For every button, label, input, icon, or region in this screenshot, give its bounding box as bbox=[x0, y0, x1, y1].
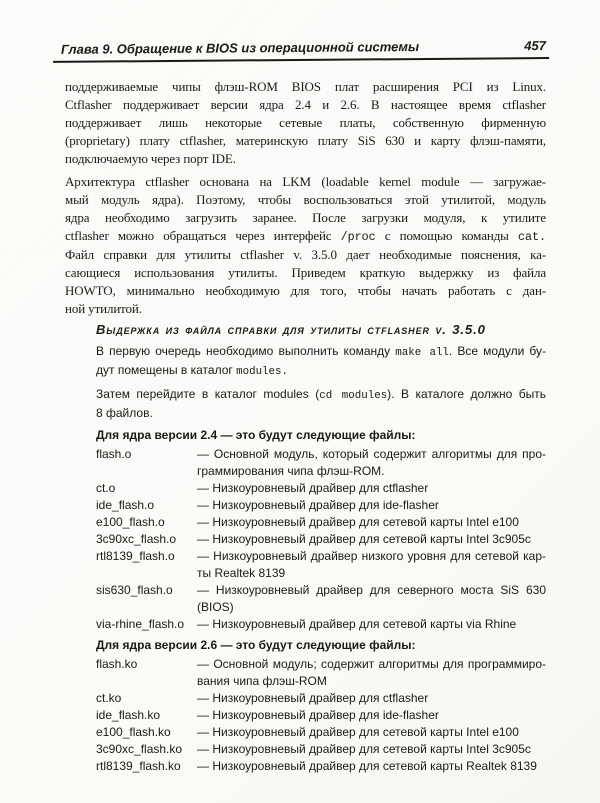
file-description bbox=[197, 480, 546, 497]
text-line: — Низкоуровневый драйвер для ide-flasher bbox=[197, 498, 439, 512]
inline-code: cd modules bbox=[319, 390, 388, 402]
file-description bbox=[197, 724, 546, 741]
file-name: ct.o bbox=[96, 481, 116, 495]
file-description bbox=[197, 514, 546, 531]
text-line: — Низкоуровневый драйвер для сетевой карты Intel 3c905c bbox=[197, 532, 531, 546]
inline-code: /proc bbox=[340, 230, 376, 244]
file-name: ct.ko bbox=[96, 691, 122, 705]
file-name: 3c90xc_flash.o bbox=[96, 532, 177, 546]
kernel-section-title: Для ядра версии 2.6 — это будут следующие файлы: bbox=[96, 638, 416, 652]
excerpt-heading: Выдержка из файла справки для утилиты ctflasher v. 3.5.0 bbox=[96, 322, 486, 337]
text-segment: дут помещены в каталог bbox=[96, 363, 237, 377]
file-description bbox=[197, 446, 546, 480]
text-line: ной утилитой. bbox=[65, 301, 142, 316]
text-line: — Основной модуль, который содержит алгоритмы для про- bbox=[197, 447, 546, 461]
text-line: — Низкоуровневый драйвер для сетевой карты Intel e100 bbox=[197, 515, 519, 529]
paragraph bbox=[96, 386, 546, 422]
file-row bbox=[96, 514, 546, 531]
text-line: — Основной модуль; содержит алгоритмы для программиро- bbox=[197, 657, 546, 671]
paragraph bbox=[96, 343, 546, 381]
text-line: Файл справки для утилиты ctflasher v. 3.5.0 дает необходимые пояснения, ка- bbox=[65, 247, 546, 262]
file-description bbox=[197, 497, 546, 514]
file-name: flash.o bbox=[96, 447, 132, 461]
text-line: Архитектура ctflasher основана на LKM (loadable kernel module — загружае- bbox=[65, 174, 546, 189]
text-line: — Низкоуровневый драйвер для сетевой карты Intel 3c905c bbox=[197, 742, 531, 756]
file-name: flash.ko bbox=[96, 657, 138, 671]
intro-paragraphs bbox=[65, 78, 546, 318]
file-row bbox=[96, 531, 546, 548]
file-row bbox=[96, 616, 546, 633]
text-line: ты Realtek 8139 bbox=[197, 566, 286, 580]
file-name: 3c90xc_flash.ko bbox=[96, 742, 183, 756]
file-row bbox=[96, 548, 546, 582]
text-line bbox=[96, 362, 546, 381]
file-description bbox=[197, 531, 546, 548]
inline-code: modules. bbox=[236, 366, 288, 378]
file-description bbox=[197, 707, 546, 724]
file-name: ide_flash.o bbox=[96, 498, 155, 512]
text-line: 8 файлов. bbox=[96, 406, 153, 420]
file-row bbox=[96, 582, 546, 616]
text-line: поддерживаемые чипы флэш-ROM BIOS плат расширения PCI из Linux. bbox=[65, 79, 546, 94]
kernel-section-title: Для ядра версии 2.4 — это будут следующие файлы: bbox=[96, 428, 416, 442]
text-line bbox=[96, 343, 546, 362]
text-line: поддерживает лишь некоторые сетевые платы, собственную фирменную bbox=[65, 115, 546, 130]
inline-code: make all bbox=[395, 347, 449, 359]
file-row bbox=[96, 446, 546, 480]
text-line bbox=[65, 227, 546, 246]
inline-code: cat. bbox=[517, 230, 547, 244]
text-segment: ). В каталоге должно быть bbox=[387, 387, 546, 401]
paragraph bbox=[65, 173, 546, 318]
file-row bbox=[96, 707, 546, 724]
text-line: — Низкоуровневый драйвер для северного моста SiS 630 bbox=[197, 583, 546, 597]
text-line: граммирования чипа флэш-ROM. bbox=[197, 464, 385, 478]
file-row bbox=[96, 741, 546, 758]
text-line: (BIOS) bbox=[197, 600, 234, 614]
file-name: rtl8139_flash.ko bbox=[96, 759, 181, 773]
text-line: — Низкоуровневый драйвер для сетевой карты Intel e100 bbox=[197, 725, 519, 739]
file-row bbox=[96, 656, 546, 690]
text-segment: Затем перейдите в каталог modules ( bbox=[96, 387, 320, 401]
text-segment: В первую очередь необходимо выполнить команду bbox=[96, 344, 396, 358]
file-name: rtl8139_flash.o bbox=[96, 549, 175, 563]
text-line: — Низкоуровневый драйвер для ide-flasher bbox=[197, 708, 439, 722]
text-line: сающиеся использования утилиты. Приведем краткую выдержку из файла bbox=[65, 265, 546, 280]
text-line: HOWTO, минимально необходимую для того, чтобы начать работать с дан- bbox=[65, 283, 546, 298]
text-line: Ctflasher поддерживает версии ядра 2.4 и 2.6. В настоящее время ctflasher bbox=[65, 97, 546, 112]
file-row bbox=[96, 480, 546, 497]
text-line: — Низкоуровневый драйвер для ctflasher bbox=[197, 691, 429, 705]
file-name: ide_flash.ko bbox=[96, 708, 161, 722]
howto-excerpt bbox=[96, 323, 546, 775]
file-name: sis630_flash.o bbox=[96, 583, 173, 597]
file-description bbox=[197, 690, 546, 707]
text-line: — Низкоуровневый драйвер для ctflasher bbox=[197, 481, 429, 495]
file-row bbox=[96, 724, 546, 741]
file-row bbox=[96, 497, 546, 514]
file-name: e100_flash.o bbox=[96, 515, 165, 529]
file-description bbox=[197, 741, 546, 758]
text-segment: ctflasher можно обращаться через интерфейс bbox=[65, 228, 341, 243]
text-line bbox=[96, 386, 546, 405]
excerpt-paragraphs bbox=[96, 343, 546, 422]
text-segment: . Все модули бу- bbox=[448, 344, 546, 358]
page-number: 457 bbox=[524, 38, 547, 54]
text-line: — Низкоуровневый драйвер для сетевой карты Realtek 8139 bbox=[197, 759, 537, 773]
file-row bbox=[96, 690, 546, 707]
text-line: — Низкоуровневый драйвер для сетевой карты via Rhine bbox=[197, 617, 517, 631]
text-line: ядра необходимо загрузить заранее. После загрузки модуля, к утилите bbox=[65, 210, 546, 225]
file-description bbox=[197, 582, 546, 616]
paragraph bbox=[65, 78, 546, 168]
text-line: (proprietary) плату ctflasher, материнскую плату SiS 630 и карту флэш-памяти, bbox=[65, 133, 546, 148]
file-description bbox=[197, 616, 546, 633]
file-description bbox=[197, 656, 546, 690]
running-head bbox=[53, 39, 549, 63]
text-segment: с помощью команды bbox=[375, 228, 518, 243]
text-line: вания чипа флэш-ROM bbox=[197, 674, 327, 688]
file-description bbox=[197, 548, 546, 582]
chapter-title: Глава 9. Обращение к BIOS из операционной системы bbox=[60, 39, 420, 57]
text-line: мый модуль ядра). Поэтому, чтобы воспользоваться этой утилитой, модуль bbox=[65, 192, 546, 207]
file-name: via-rhine_flash.o bbox=[96, 617, 185, 631]
kernel-file-sections bbox=[96, 427, 546, 775]
file-description bbox=[197, 758, 546, 775]
text-line: — Низкоуровневый драйвер низкого уровня для сетевой кар- bbox=[197, 549, 546, 563]
file-row bbox=[96, 758, 546, 775]
file-name: e100_flash.ko bbox=[96, 725, 171, 739]
text-line: подключаемую через порт IDE. bbox=[65, 151, 236, 166]
